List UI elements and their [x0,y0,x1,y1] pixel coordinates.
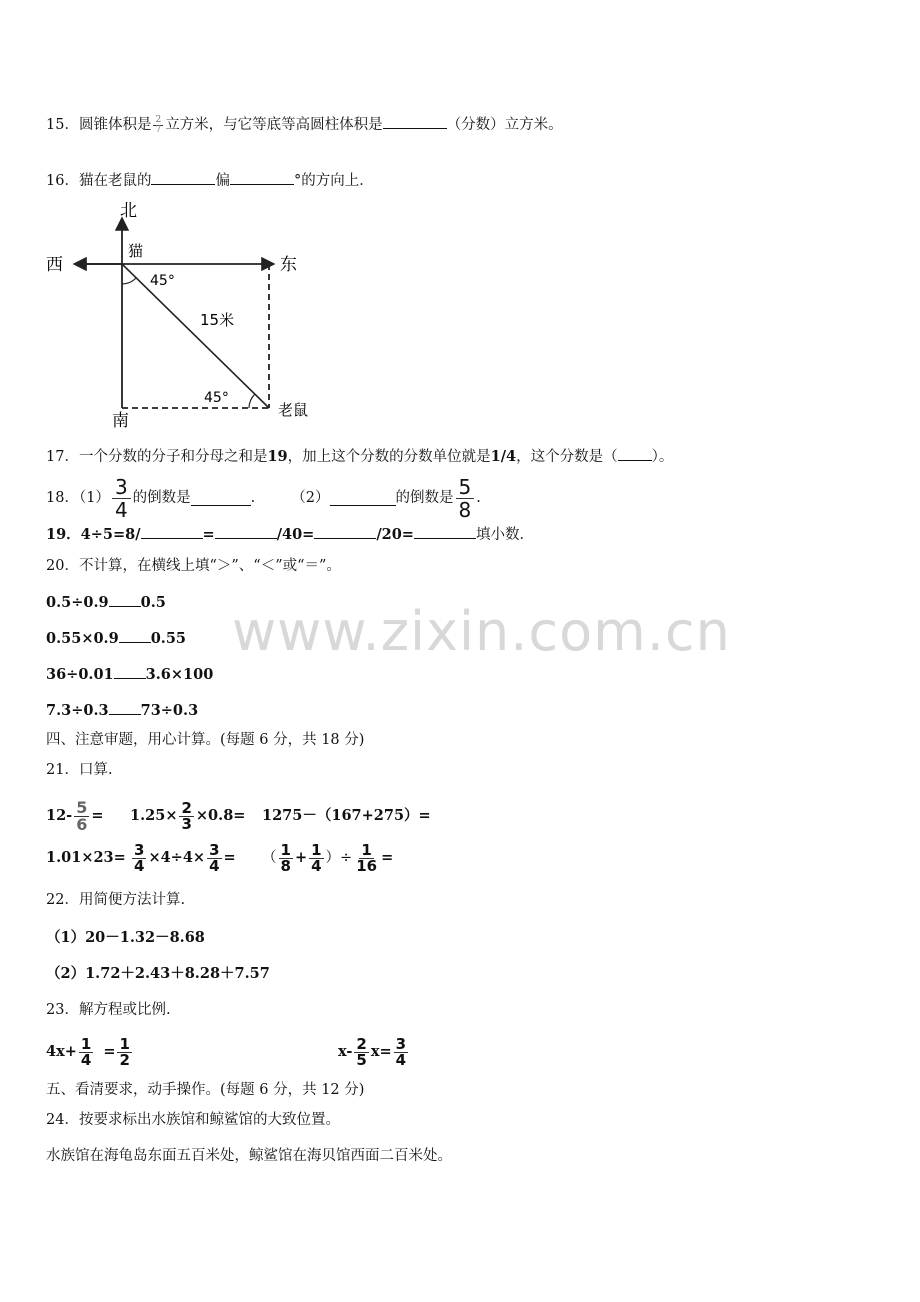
q23-e2-num-1: 2 [356,1034,367,1053]
angle-arc-1 [122,278,136,284]
q22-title: 22．用简便方法计算. [46,892,186,908]
label-distance: 15米 [200,311,235,329]
q19-blank-1[interactable] [141,524,203,539]
q18-f2-num: 5 [456,476,475,499]
q21-r1a-num: 5 [76,797,88,817]
label-angle-2: 45° [204,390,229,406]
q21-r1a-eq: = [91,807,104,824]
q19-blank-3[interactable] [314,524,376,539]
q24-title: 24．按要求标出水族馆和鲸鲨馆的大致位置。 [46,1112,340,1128]
q21-r2c-den-1: 8 [280,856,291,875]
q23-e1-fraction-2 [117,1034,131,1069]
q21-r2c-fraction-2 [309,840,323,875]
angle-arc-2 [249,394,255,408]
q21-r2b-den-2: 4 [209,856,220,875]
q15-text-c: （分数）立方米。 [446,117,563,133]
q17-text-a: 17．一个分数的分子和分母之和是 [46,449,268,465]
q16-blank-1[interactable] [151,170,215,185]
q23-e2-num-2: 3 [395,1034,407,1053]
question-16 [46,170,374,191]
q15-frac-num: 2 [155,114,162,125]
q15-fraction [153,116,163,135]
q23-equation-2 [338,1030,410,1074]
q21-title: 21．口算. [46,762,113,778]
q17-text-b: ，加上这个分数的分数单位就是 [287,449,491,465]
q20-item-4-left: 7.3÷0.3 [46,702,109,719]
q21-r1b-den: 3 [181,814,192,833]
q18-text-b: 的倒数是 [395,490,454,506]
q21-row-1a [46,796,104,836]
q21-r2c-fraction-1 [279,840,293,875]
q21-r2c-eq: = [381,849,394,866]
q19-blank-4[interactable] [414,524,476,539]
q21-r2b-fraction-1 [132,840,146,875]
label-mouse: 老鼠 [278,401,309,419]
q23-e1-text: 4x+ [46,1043,77,1060]
q20-item-4 [46,700,198,721]
q18-text-a: 的倒数是 [132,490,191,506]
diagonal-line [122,264,269,408]
q23-equation-1 [46,1030,134,1074]
label-west: 西 [46,255,63,275]
q23-e1-num-2: 1 [119,1034,130,1053]
q21-r2b-mid: ×4÷4× [148,849,206,866]
q16-text-b: 偏 [215,173,230,189]
q15-frac-den: 7 [155,124,162,135]
q17-sum: 19 [267,448,288,465]
q20-item-2-left: 0.55×0.9 [46,630,119,647]
q15-number: 15． [46,117,79,133]
q19-end: 填小数． [475,527,534,543]
q21-r1b-num: 2 [181,798,192,817]
q19-blank-2[interactable] [215,524,277,539]
q18-dot: . [250,490,256,506]
q20-item-2 [46,628,186,649]
q21-r2c-den-3: 16 [356,856,378,875]
q15-text-a: 圆锥体积是 [78,117,152,133]
q20-item-3-left: 36÷0.01 [46,666,114,683]
q18-f2-den: 8 [458,497,472,522]
q20-blank-4[interactable] [109,700,141,715]
q23-e1-den-1: 4 [80,1050,92,1069]
q19-eq: = [202,526,215,543]
q16-blank-2[interactable] [230,170,294,185]
q23-e2-text: x- [338,1043,353,1060]
q21-r1b-text: 1.25× [130,807,178,824]
question-19 [46,524,534,545]
q23-e1-eq: = [103,1043,116,1060]
q20-blank-3[interactable] [114,664,146,679]
q21-r2c-num-1: 1 [280,840,291,859]
q23-e2-den-2: 4 [395,1050,407,1069]
q21-row-2b [130,838,236,878]
q20-item-3 [46,664,213,685]
label-south: 南 [112,411,129,431]
q20-item-1 [46,592,166,613]
q23-title: 23．解方程或比例. [46,1002,171,1018]
direction-diagram [40,196,330,432]
q21-r1a-fraction [74,797,89,834]
q21-r2c-num-2: 1 [311,840,322,859]
section-5-heading: 五、看清要求，动手操作。(每题 6 分，共 12 分) [46,1082,365,1098]
q16-text-c: °的方向上． [293,173,374,189]
q24-description: 水族馆在海龟岛东面五百米处，鲸鲨馆在海贝馆西面二百米处。 [46,1148,452,1164]
q21-r2b-num-1: 3 [134,840,145,859]
q18-number: 18．（1） [46,490,110,506]
q16-text-a: 猫在老鼠的 [78,173,152,189]
q20-title: 20．不计算，在横线上填“＞”、“＜”或“＝”。 [46,558,341,574]
q15-text-b: 立方米，与它等底等高圆柱体积是 [165,117,383,133]
label-angle-1: 45° [150,273,175,289]
q21-r2b-num-2: 3 [209,840,220,859]
q18-fraction-2 [456,476,475,521]
q21-r2b-den-1: 4 [134,856,145,875]
q16-number: 16． [46,173,79,189]
q19-text-40: /40= [276,526,315,543]
q23-e1-num-1: 1 [80,1034,92,1053]
q17-unit: 1/4 [490,448,517,465]
q19-text-a: 19．4÷5=8/ [46,526,141,543]
q21-r1b-end: ×0.8= [195,807,246,824]
q23-e2-den-1: 5 [356,1050,367,1069]
q21-r2c-close: ）÷ [325,850,353,866]
label-cat: 猫 [128,242,144,260]
q21-row-2a: 1.01×23= [46,849,126,866]
q20-item-3-right: 3.6×100 [145,666,214,683]
section-4-heading: 四、注意审题，用心计算。(每题 6 分，共 18 分) [46,732,365,748]
label-north: 北 [120,201,137,221]
question-15 [46,114,563,135]
q21-r2c-open: （ [262,850,277,866]
q21-r1b-fraction [179,798,193,833]
q23-e1-den-2: 2 [119,1050,130,1069]
q21-row-2c [262,838,393,878]
q18-blank-1[interactable] [191,491,251,506]
q23-e1-fraction-1 [79,1034,93,1069]
question-17 [46,446,673,467]
q20-item-2-right: 0.55 [150,630,187,647]
q21-r2c-plus: + [294,849,308,866]
q21-r2c-den-2: 4 [311,856,322,875]
question-18 [46,476,481,520]
q21-r2c-fraction-3 [354,840,379,875]
q21-row-1c: 1275－（167+275）= [262,807,431,824]
q20-item-4-right: 73÷0.3 [140,702,199,719]
q18-f1-num: 3 [112,476,131,499]
q22-b: （2）1.72＋2.43＋8.28＋7.57 [46,965,270,982]
q19-text-20: /20= [376,526,414,543]
q21-r1a-den: 6 [76,814,88,834]
q21-r2c-num-3: 1 [361,840,372,859]
q17-text-c: ，这个分数是（ [516,449,618,465]
watermark: www.zixin.com.cn [232,600,731,663]
q15-blank[interactable] [383,114,447,129]
label-east: 东 [280,255,297,275]
q18-part2: （2） [291,490,330,506]
q18-fraction-1 [112,476,131,521]
q17-blank[interactable] [618,446,652,461]
q21-r2b-eq: = [223,849,236,866]
q21-row-1b [130,796,245,836]
q18-end: . [476,490,481,506]
q22-a: （1）20－1.32－8.68 [46,929,205,946]
q23-e2-fraction-2 [394,1034,408,1069]
q20-item-1-left: 0.5÷0.9 [46,594,109,611]
q23-e2-fraction-1 [354,1034,368,1069]
q21-r2b-fraction-2 [207,840,221,875]
q20-item-1-right: 0.5 [140,594,166,611]
q23-e2-mid: x= [370,1043,392,1060]
q20-blank-1[interactable] [109,592,141,607]
q21-r1a-text: 12- [46,807,73,824]
q20-blank-2[interactable] [119,628,151,643]
q18-blank-2[interactable] [330,491,396,506]
q18-f1-den: 4 [114,497,128,522]
q17-text-d: ）。 [651,449,674,465]
